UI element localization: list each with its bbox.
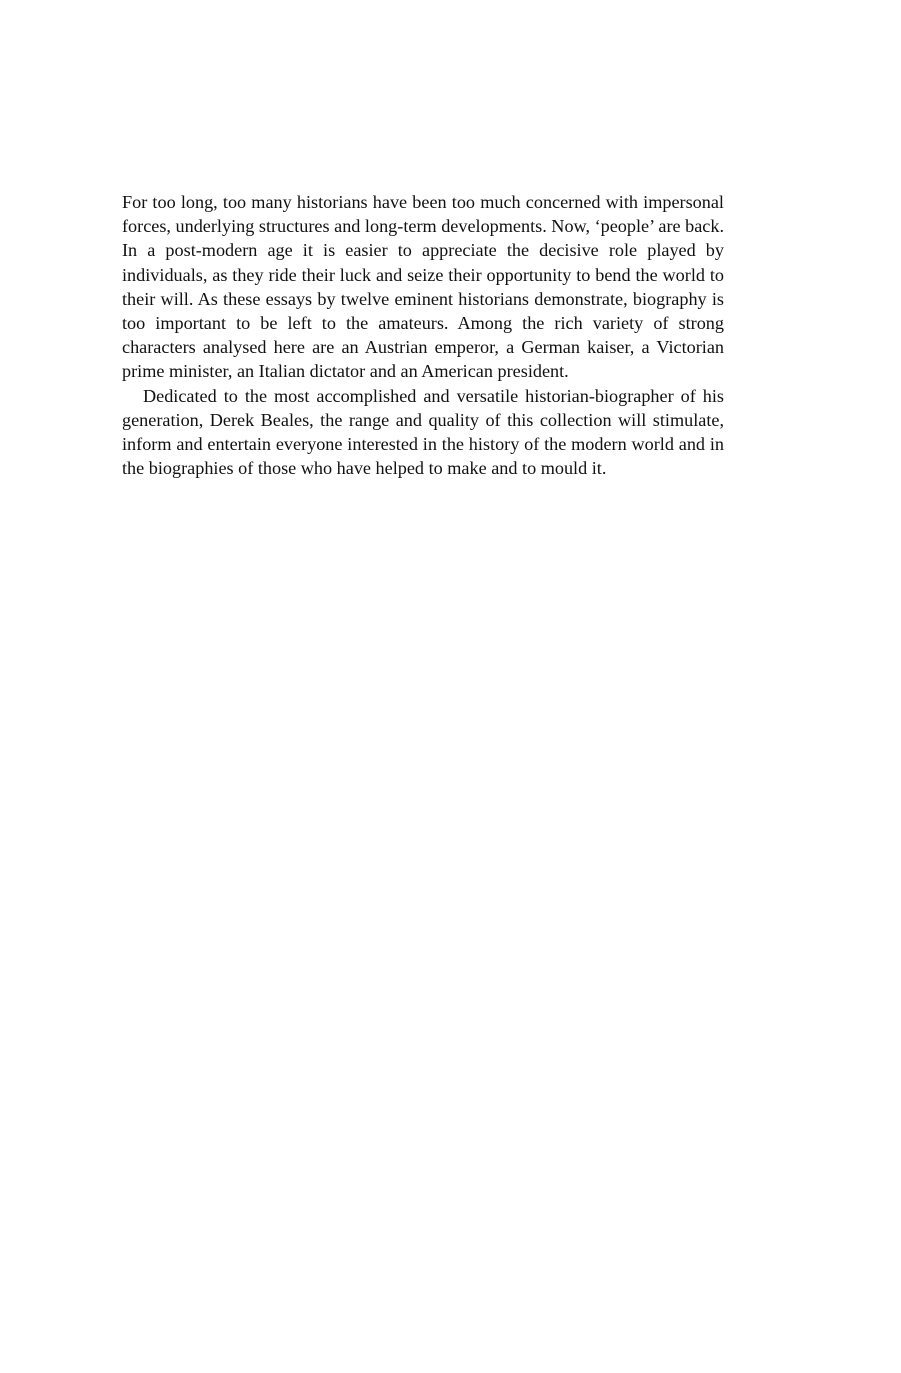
paragraph-dedication: Dedicated to the most accomplished and versatile historian-biographer of his generation, Derek Beales, the range and quality of this collection will stimulate, inform and entertain everyone interested in the history of the modern world and in the biographies of those who have helped to make and to mould it. <box>122 385 724 479</box>
paragraph-intro: For too long, too many historians have been too much concerned with impersonal forces, underlying structures and long-term developments. Now, ‘people’ are back. In a post-modern age it is easier to appreciate the decisive role played by individuals, as they ride their luck and seize their opportunity to bend the world to their will. As these essays by twelve eminent historians demonstrate, biography is too important to be left to the amateurs. Among the rich variety of strong characters analysed here are an Austrian emperor, a German kaiser, a Victorian prime minister, an Italian dictator and an American president. <box>122 192 724 382</box>
blurb-text <box>122 190 724 480</box>
